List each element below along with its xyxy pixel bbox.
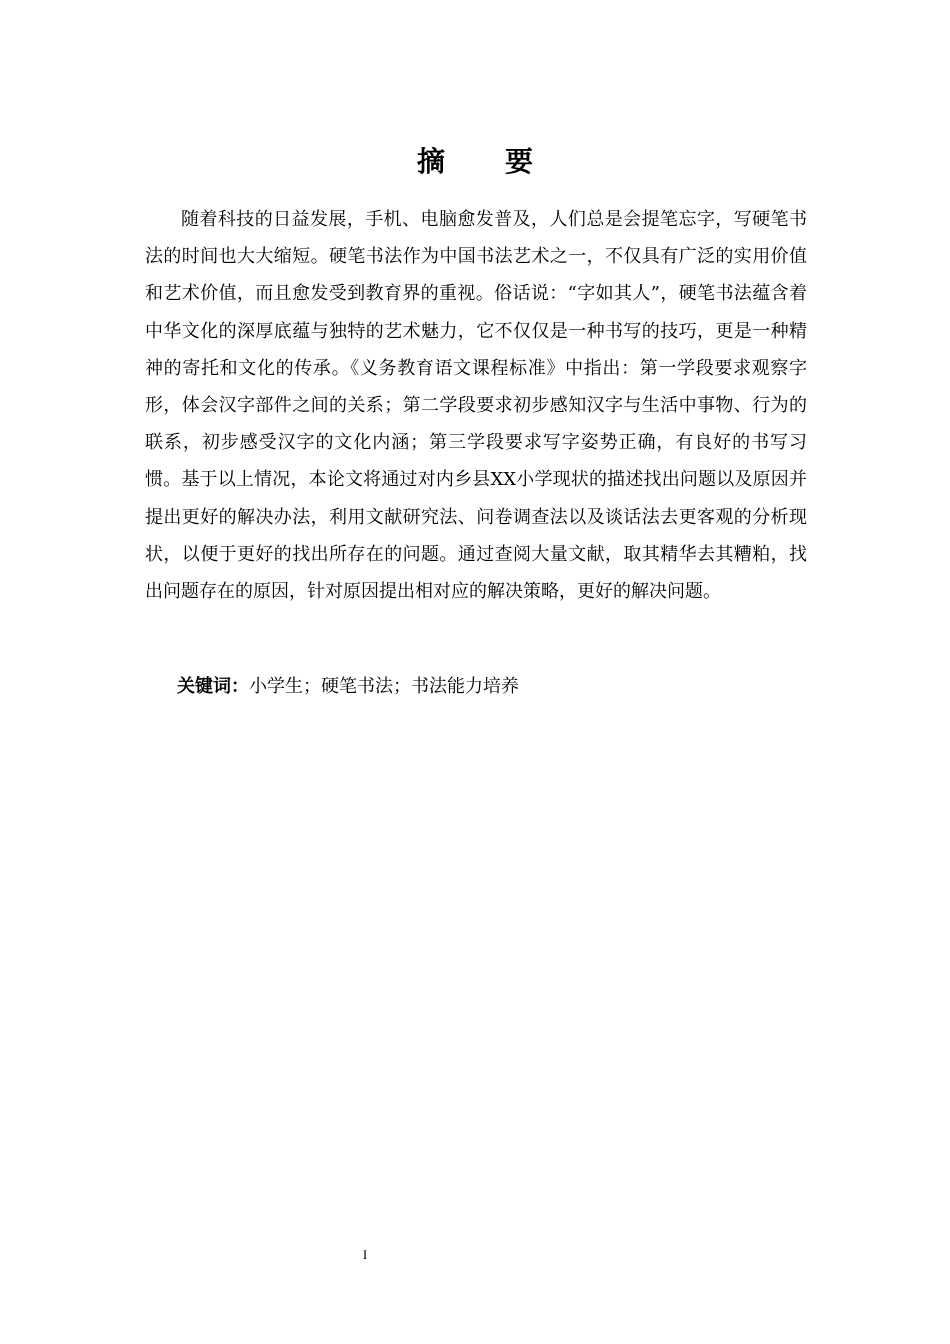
title-char-1: 摘 <box>416 145 445 178</box>
keywords-label: 关键词： <box>177 676 249 697</box>
title-char-2: 要 <box>505 145 534 178</box>
page-title <box>0 142 950 182</box>
keywords-line <box>177 672 797 702</box>
abstract-paragraph: 随着科技的日益发展，手机、电脑愈发普及，人们总是会提笔忘字，写硬笔书法的时间也大大缩短。硬笔书法作为中国书法艺术之一，不仅具有广泛的实用价值和艺术价值，而且愈发受到教育界的重视。俗话说：“字如其人”，硬笔书法蕴含着中华文化的深厚底蕴与独特的艺术魅力，它不仅仅是一种书写的技巧，更是一种精神的寄托和文化的传承。《义务教育语文课程标准》中指出：第一学段要求观察字形，体会汉字部件之间的关系；第二学段要求初步感知汉字与生活中事物、行为的联系，初步感受汉字的文化内涵；第三学段要求写字姿势正确，有良好的书写习惯。基于以上情况，本论文将通过对内乡县XX小学现状的描述找出问题以及原因并提出更好的解决办法，利用文献研究法、问卷调查法以及谈话法去更客观的分析现状，以便于更好的找出所存在的问题。通过查阅大量文献，取其精华去其糟粕，找出问题存在的原因，针对原因提出相对应的解决策略，更好的解决问题。 <box>145 209 807 603</box>
page-number: I <box>362 1247 368 1262</box>
keywords-value: 小学生；硬笔书法；书法能力培养 <box>249 676 519 697</box>
